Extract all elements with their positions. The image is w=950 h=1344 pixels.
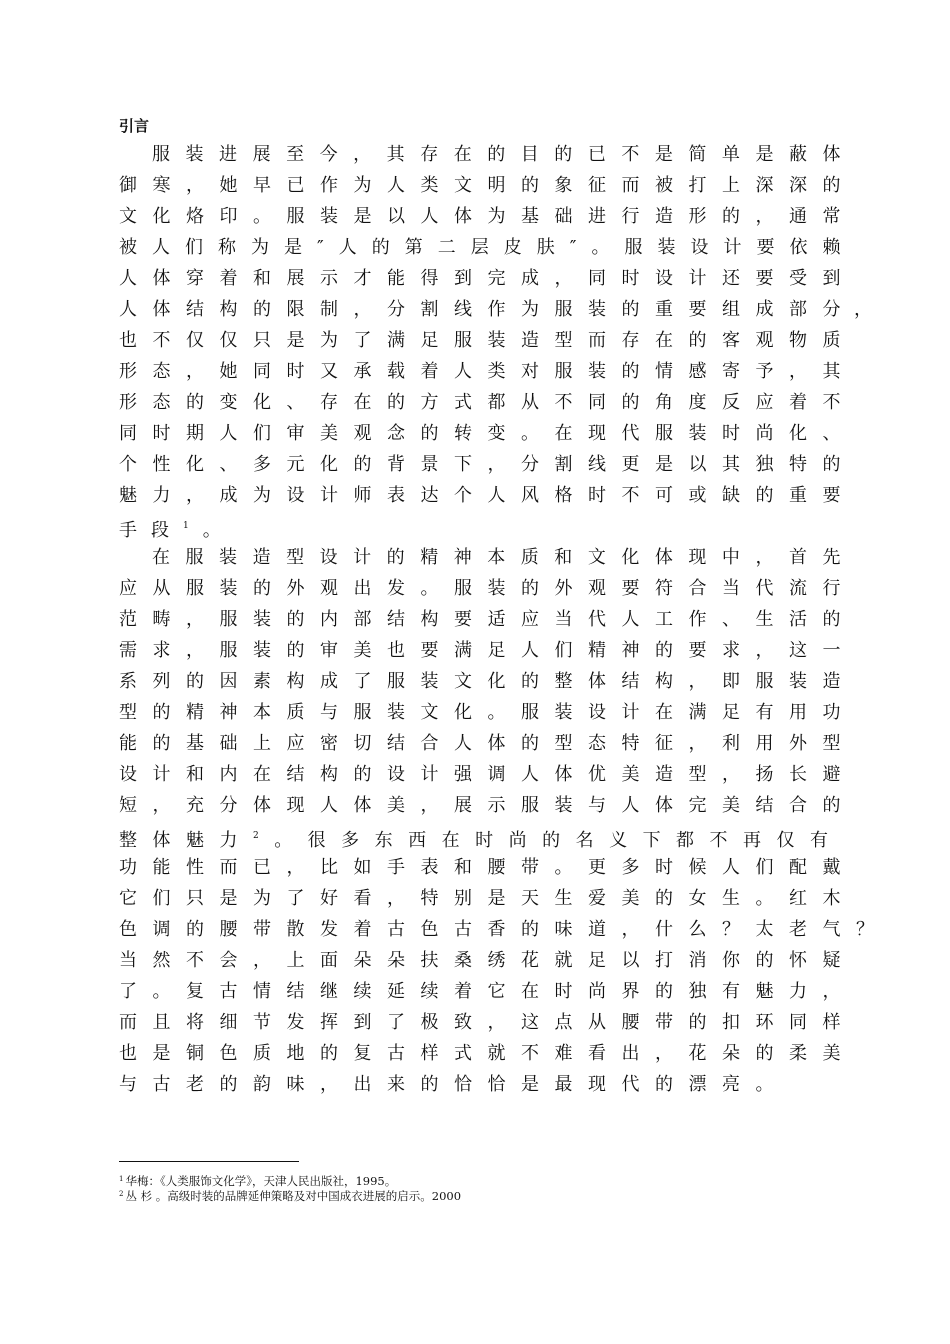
paragraph-line: 设计和内在结构的设计强调人体优美造型，扬长避: [119, 764, 841, 785]
footnote-text: 丛 杉 。高级时装的品牌延伸策略及对中国成衣进展的启示。2000: [125, 1189, 462, 1203]
paragraph-line: 也不仅仅只是为了满足服装造型而存在的客观物质: [119, 330, 841, 351]
paragraph-text: 。: [202, 520, 235, 541]
footnote-reference[interactable]: 2: [252, 831, 272, 841]
paragraph-line: 能的基础上应密切结合人体的型态特征，利用外型: [119, 733, 841, 754]
footnote-1: [119, 1172, 396, 1188]
paragraph-line: 文化烙印。服装是以人体为基础进行造形的，通常: [119, 206, 841, 227]
paragraph-line: 当然不会，上面朵朵扶桑绣花就足以打消你的怀疑: [119, 950, 841, 971]
footnote-number: 2: [119, 1190, 124, 1198]
paragraph-line: 在服装造型设计的精神本质和文化体现中，首先: [152, 547, 841, 568]
paragraph-line: 功能性而已，比如手表和腰带。更多时候人们配戴: [119, 857, 841, 878]
paragraph-line: 被人们称为是″人的第二层皮肤″。服装设计要依赖: [119, 237, 841, 258]
overflow-punctuation: ，: [854, 299, 872, 320]
paragraph-line: 同时期人们审美观念的转变。在现代服装时尚化、: [119, 423, 841, 444]
paragraph-line: 系列的因素构成了服装文化的整体结构，即服装造: [119, 671, 841, 692]
paragraph-line: 与古老的韵味，出来的恰恰是最现代的漂亮。: [119, 1074, 789, 1095]
paragraph-line: 也是铜色质地的复古样式就不难看出，花朵的柔美: [119, 1043, 841, 1064]
footnote-reference[interactable]: 1: [183, 521, 203, 531]
paragraph-line: 人体穿着和展示才能得到完成，同时设计还要受到: [119, 268, 841, 289]
paragraph-line: 形态，她同时又承载着人类对服装的情感寄予，其: [119, 361, 841, 382]
paragraph-line: 个性化、多元化的背景下，分割线更是以其独特的: [119, 454, 841, 475]
paragraph-line: [119, 511, 841, 542]
paragraph-line: 范畴，服装的内部结构要适应当代人工作、生活的: [119, 609, 841, 630]
paragraph-line: 色调的腰带散发着古色古香的味道，什么？太老气: [119, 919, 841, 940]
paragraph-line: [119, 821, 841, 852]
paragraph-line: 短，充分体现人体美，展示服装与人体完美结合的: [119, 795, 841, 816]
paragraph-line: 魅力，成为设计师表达个人风格时不可或缺的重要: [119, 485, 841, 506]
paragraph-text: 手段: [119, 520, 183, 541]
paragraph-line: 而且将细节发挥到了极致，这点从腰带的扣环同样: [119, 1012, 841, 1033]
paragraph-line: 人体结构的限制，分割线作为服装的重要组成部分: [119, 299, 841, 320]
paragraph-line: 它们只是为了好看，特别是天生爱美的女生。红木: [119, 888, 841, 909]
paragraph-line: 了。复古情结继续延续着它在时尚界的独有魅力，: [119, 981, 841, 1002]
paragraph-text: 整体魅力: [119, 830, 253, 851]
page-heading: 引言: [119, 117, 150, 135]
overflow-punctuation: ？: [856, 919, 874, 940]
paragraph-line: 需求，服装的审美也要满足人们精神的要求，这一: [119, 640, 841, 661]
footnote-text: 华梅：《人类服饰文化学》，天津人民出版社，1995。: [125, 1174, 397, 1188]
paragraph-line: 应从服装的外观出发。服装的外观要符合当代流行: [119, 578, 841, 599]
footnote-separator: [119, 1161, 299, 1162]
paragraph-line: 型的精神本质与服装文化。服装设计在满足有用功: [119, 702, 841, 723]
paragraph-line: 形态的变化、存在的方式都从不同的角度反应着不: [119, 392, 841, 413]
paragraph-text: 。很多东西在时尚的名义下都不再仅有: [271, 830, 842, 851]
paragraph-line: 御寒，她早已作为人类文明的象征而被打上深深的: [119, 175, 841, 196]
footnote-2: [119, 1187, 461, 1203]
paragraph-line: 服装进展至今，其存在的目的已不是简单是蔽体: [152, 144, 841, 165]
footnote-number: 1: [119, 1175, 124, 1183]
